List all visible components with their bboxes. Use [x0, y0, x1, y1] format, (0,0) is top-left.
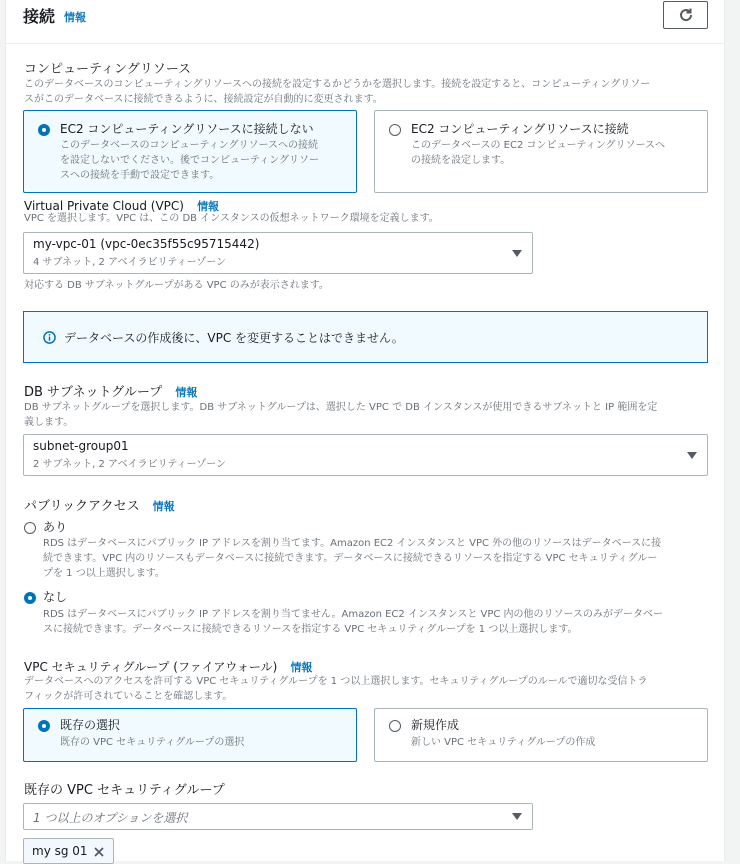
vpc-value: my-vpc-01 (vpc-0ec35f55c95715442) [33, 237, 260, 251]
tile-desc: このデータベースのコンピューティングリソースへの接続 [60, 140, 318, 151]
public-label-row [24, 495, 175, 514]
sg-multiselect[interactable] [23, 803, 533, 830]
sg-placeholder: 1 つ以上のオプションを選択 [33, 811, 188, 825]
refresh-button[interactable] [663, 1, 708, 29]
radio-public-yes[interactable] [24, 522, 36, 534]
subnet-title: DB サブネットグループ [24, 385, 163, 400]
vpc-alert-text: データベースの作成後に、VPC を変更することはできません。 [64, 331, 404, 345]
public-no-desc: スに接続できます。データベースに接続できるリソースを指定する VPC セキュリティグループを 1 つ以上選択します。 [43, 624, 578, 635]
sg-info-link[interactable]: 情報 [290, 661, 313, 674]
public-info-link[interactable]: 情報 [152, 500, 175, 513]
sg-option-existing[interactable] [23, 708, 357, 762]
tile-title: 新規作成 [411, 718, 460, 732]
chevron-down-icon [687, 452, 697, 459]
public-no-label[interactable]: なし [43, 590, 68, 604]
tile-desc: を設定しないでください。後でコンピューティングリソー [60, 155, 319, 166]
tile-desc: 既存の VPC セキュリティグループの選択 [60, 737, 245, 748]
tile-desc: の接続を設定します。 [411, 155, 511, 166]
subnet-value: subnet-group01 [33, 439, 129, 453]
sg-title: VPC セキュリティグループ (ファイアウォール) [24, 660, 278, 674]
sg-desc-2: フィックが許可されていることを確認します。 [24, 691, 233, 702]
public-yes-desc: RDS はデータベースにパブリック IP アドレスを割り当てます。Amazon EC2 インスタンスと VPC 外の他のリソースはデータベースに接 [43, 538, 662, 549]
subnet-subvalue: 2 サブネット, 2 アベイラビリティーゾーン [33, 459, 227, 470]
subnet-label-row [24, 381, 197, 400]
radio-sg-existing[interactable] [38, 720, 50, 732]
tile-title: EC2 コンピューティングリソースに接続しない [60, 122, 314, 136]
info-icon [43, 331, 56, 344]
sg-token-label: my sg 01 [32, 844, 88, 858]
close-icon[interactable] [93, 846, 105, 858]
radio-public-no[interactable] [24, 592, 36, 604]
tile-title: 既存の選択 [60, 718, 121, 732]
vpc-select[interactable] [23, 232, 533, 274]
sg-existing-title: 既存の VPC セキュリティグループ [24, 783, 225, 798]
public-yes-label[interactable]: あり [43, 520, 68, 534]
header-info-link[interactable]: 情報 [64, 11, 86, 24]
radio-connect[interactable] [389, 124, 401, 136]
chevron-down-icon [512, 250, 522, 257]
vpc-subvalue: 4 サブネット, 2 アベイラビリティーゾーン [33, 257, 227, 268]
tile-desc: このデータベースの EC2 コンピューティングリソースへ [411, 140, 666, 151]
public-title: パブリックアクセス [24, 499, 140, 514]
compute-desc-2: スがこのデータベースに接続できるように、接続設定が自動的に変更されます。 [24, 94, 383, 105]
panel-header [6, 0, 724, 44]
tile-desc: 新しい VPC セキュリティグループの作成 [411, 737, 596, 748]
tile-desc: スへの接続を手動で設定できます。 [60, 170, 220, 181]
connectivity-panel [5, 0, 725, 861]
radio-sg-new[interactable] [389, 720, 401, 732]
subnet-desc-2: 義します。 [24, 417, 74, 428]
chevron-down-icon [512, 813, 522, 820]
vpc-title: Virtual Private Cloud (VPC) [24, 199, 184, 213]
refresh-icon [678, 7, 694, 23]
subnet-desc-1: DB サブネットグループを選択します。DB サブネットグループは、選択した VPC で DB インスタンスが使用できるサブネットと IP 範囲を定 [24, 402, 658, 413]
vpc-hint: 対応する DB サブネットグループがある VPC のみが表示されます。 [24, 280, 329, 291]
compute-title: コンピューティングリソース [24, 62, 192, 77]
vpc-desc: VPC を選択します。VPC は、この DB インスタンスの仮想ネットワーク環境を定義します。 [24, 213, 439, 224]
panel-title: 接続 [23, 7, 56, 26]
sg-token [23, 838, 114, 864]
subnet-info-link[interactable]: 情報 [175, 386, 198, 399]
compute-option-no-connect[interactable] [23, 110, 357, 193]
vpc-alert [23, 311, 708, 363]
sg-label-row [24, 656, 312, 675]
sg-desc-1: データベースへのアクセスを許可する VPC セキュリティグループを 1 つ以上選択します。セキュリティグループのルールで適切な受信トラ [24, 676, 648, 687]
sg-option-new[interactable] [374, 708, 708, 762]
tile-title: EC2 コンピューティングリソースに接続 [411, 122, 629, 136]
public-yes-desc: 続できます。VPC 内のリソースもデータベースに接続できます。データベースに接続できるリソースを指定する VPC セキュリティグルー [43, 553, 658, 564]
subnet-select[interactable] [23, 434, 708, 476]
public-no-desc: RDS はデータベースにパブリック IP アドレスを割り当てません。Amazon EC2 インスタンスと VPC 内の他のリソースのみがデータベー [43, 609, 664, 620]
vpc-info-link[interactable]: 情報 [197, 200, 220, 213]
radio-no-connect[interactable] [38, 124, 50, 136]
compute-option-connect[interactable] [374, 110, 708, 193]
public-yes-desc: プを 1 つ以上選択します。 [43, 568, 165, 579]
compute-desc-1: このデータベースのコンピューティングリソースへの接続を設定するかどうかを選択します。接続を設定すると、コンピューティングリソー [24, 79, 651, 90]
